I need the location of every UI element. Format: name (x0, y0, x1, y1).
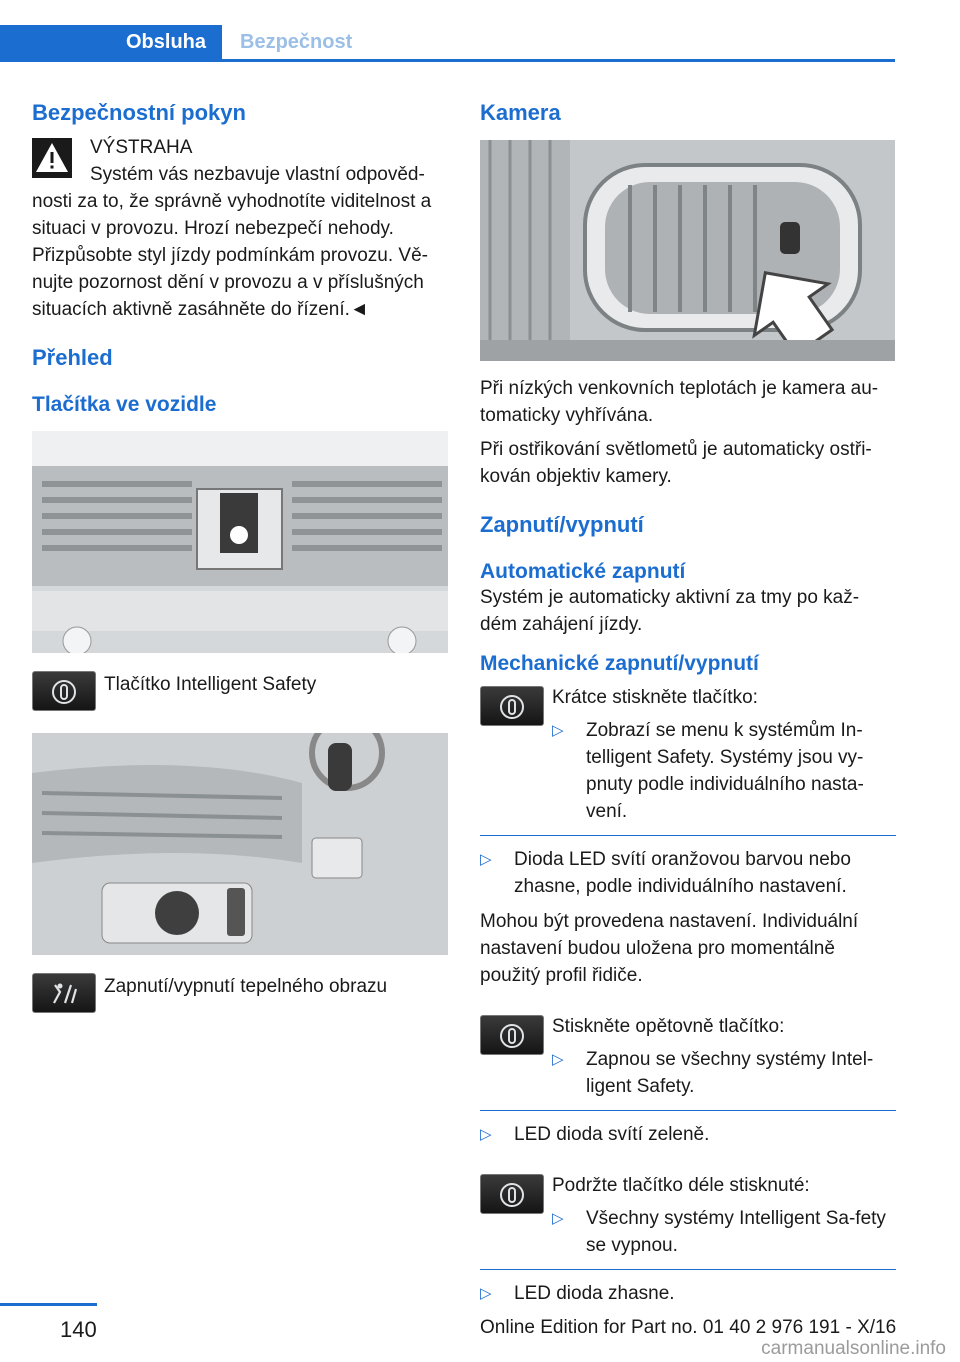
buttons-heading: Tlačítka ve vozidle (32, 393, 217, 416)
divider (480, 1110, 896, 1111)
list-item: ▷ Zobrazí se menu k systémům In-telligent Safety. Systémy jsou vy-pnuty podle individuálního nasta-vení. (552, 717, 896, 825)
intelligent-safety-button-icon (480, 1174, 544, 1214)
intelligent-safety-button-icon (480, 686, 544, 726)
auto-text: Systém je automaticky aktivní za tmy po kaž-dém zahájení jízdy. (480, 587, 860, 635)
night-vision-button-icon (32, 973, 96, 1013)
left-column (32, 100, 448, 1015)
warning-text: Systém vás nezbavuje vlastní odpověd-nosti za to, že správně vyhodnotíte viditelnost a situaci v provozu. Hrozí nebezpečí nehody. Přizpůsobte styl jízdy podmínkám provozu. Vě-nujte pozornost dění v provozu a v příslušných situacích aktivně zasáhněte do řízení.◄ (32, 164, 432, 320)
tab-bezpecnost[interactable]: Bezpečnost (240, 31, 353, 53)
edition-footer: Online Edition for Part no. 01 40 2 976 191 - X/16 (480, 1317, 897, 1338)
tab-underline (0, 59, 895, 62)
button1-label: Tlačítko Intelligent Safety (104, 674, 317, 695)
camera-heading: Kamera (480, 100, 561, 125)
camera-grille-photo (480, 140, 895, 361)
divider (480, 1269, 896, 1270)
warning-triangle-icon (32, 138, 72, 178)
step1-list (552, 717, 896, 825)
button1-row (32, 671, 448, 713)
page-number-bar (0, 1303, 97, 1306)
warning-title: VÝSTRAHA (90, 137, 193, 158)
list-item: ▷ Dioda LED svítí oranžovou barvou nebo zhasne, podle individuálního nastavení. (480, 846, 896, 900)
overview-heading: Přehled (32, 345, 113, 370)
step3-intro: Podržte tlačítko déle stisknuté: (552, 1175, 810, 1196)
tab-obsluha[interactable]: Obsluha (0, 25, 222, 59)
step3-list (552, 1205, 896, 1259)
step1-list-cont (480, 846, 896, 900)
list-item: ▷ Zapnou se všechny systémy Intel-ligent Safety. (552, 1046, 896, 1100)
step1-intro: Krátce stiskněte tlačítko: (552, 687, 758, 708)
intelligent-safety-button-icon (480, 1015, 544, 1055)
onoff-heading: Zapnutí/vypnutí (480, 512, 644, 537)
step3-row (480, 1172, 896, 1259)
step2-list-cont (480, 1121, 896, 1148)
safety-heading: Bezpečnostní pokyn (32, 100, 246, 125)
camera-paragraph-1: Při nízkých venkovních teplotách je kamera au-tomaticky vyhřívána. (480, 378, 879, 426)
dashboard-vents-photo (32, 431, 448, 653)
manual-heading: Mechanické zapnutí/vypnutí (480, 652, 759, 675)
warning-block (32, 134, 448, 161)
page-number: 140 (60, 1317, 97, 1342)
list-item: ▷ LED dioda zhasne. (480, 1280, 896, 1307)
auto-heading: Automatické zapnutí (480, 560, 686, 583)
list-item: ▷ Všechny systémy Intelligent Sa-fety se vypnou. (552, 1205, 896, 1259)
step2-intro: Stiskněte opětovně tlačítko: (552, 1016, 785, 1037)
button2-label: Zapnutí/vypnutí tepelného obrazu (104, 976, 388, 997)
step2-row (480, 1013, 896, 1100)
intelligent-safety-button-icon (32, 671, 96, 711)
settings-text: Mohou být provedena nastavení. Individuální nastavení budou uložena pro momentálně použitý profil řidiče. (480, 911, 859, 986)
watermark: carmanualsonline.info (761, 1338, 946, 1359)
divider (480, 835, 896, 836)
right-column (480, 100, 896, 1307)
chapter-tabs (0, 25, 895, 62)
step2-list (552, 1046, 896, 1100)
step3-list-cont (480, 1280, 896, 1307)
list-item: ▷ LED dioda svítí zeleně. (480, 1121, 896, 1148)
step1-row (480, 684, 896, 825)
button2-row (32, 973, 448, 1015)
camera-paragraph-2: Při ostřikování světlometů je automaticky ostři-kován objektiv kamery. (480, 439, 872, 487)
headlight-switch-photo (32, 733, 448, 955)
